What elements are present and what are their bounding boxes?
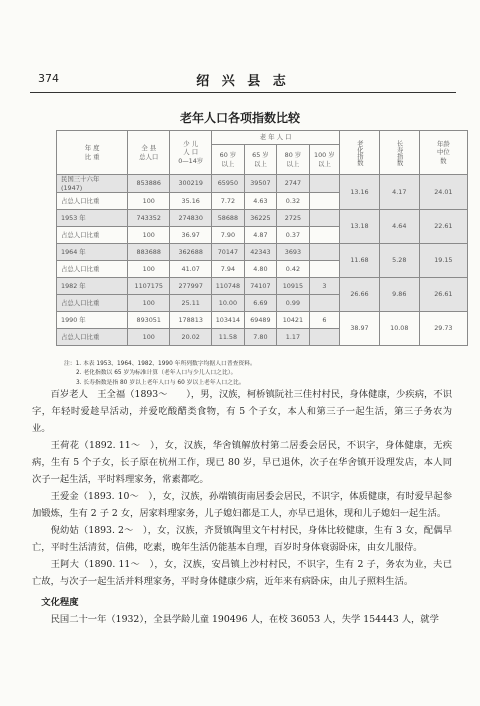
- cell-total: 853886: [128, 175, 170, 193]
- note-line: 3. 长寿指数是指 80 岁以上老年人口与 60 岁以上老年人口之比。: [76, 379, 245, 386]
- cell-total: 100: [128, 295, 170, 312]
- cell-100plus: [309, 227, 339, 244]
- cell-aging-index: 11.68: [340, 244, 380, 278]
- row-label: 民国三十六年 (1947): [57, 175, 128, 193]
- cell-total: 100: [128, 261, 170, 278]
- cell-total: 100: [128, 227, 170, 244]
- cell-total: 893051: [128, 312, 170, 329]
- cell-youth: 41.07: [170, 261, 212, 278]
- cell-60plus: 110748: [212, 278, 245, 295]
- running-title: 绍 兴 县 志: [196, 74, 290, 89]
- cell-aging-index: 13.16: [340, 175, 380, 210]
- header-total: 全 县 总人口: [128, 131, 170, 175]
- cell-65plus: 39507: [244, 175, 277, 193]
- cell-60plus: 70147: [212, 244, 245, 261]
- cell-longevity-index: 10.08: [379, 312, 419, 346]
- header-100plus: 100 岁 以上: [309, 145, 339, 175]
- cell-65plus: 36225: [244, 210, 277, 227]
- row-label: 1953 年: [57, 210, 128, 227]
- cell-youth: 20.02: [170, 329, 212, 346]
- cell-65plus: 4.80: [244, 261, 277, 278]
- body-text: [32, 386, 452, 628]
- cell-youth: 300219: [170, 175, 212, 193]
- cell-youth: 25.11: [170, 295, 212, 312]
- cell-80plus: 10421: [277, 312, 310, 329]
- table-body: [57, 175, 468, 346]
- table-title: 老年人口各项指数比较: [179, 111, 300, 125]
- cell-80plus: 0.99: [277, 295, 310, 312]
- header-median-age: 年龄 中位 数: [419, 131, 467, 175]
- cell-longevity-index: 9.86: [379, 278, 419, 312]
- cell-80plus: 0.42: [277, 261, 310, 278]
- row-label: 占总人口比重: [57, 261, 128, 278]
- cell-65plus: 74107: [244, 278, 277, 295]
- cell-total: 100: [128, 193, 170, 210]
- cell-youth: 362688: [170, 244, 212, 261]
- cell-longevity-index: 5.28: [379, 244, 419, 278]
- cell-60plus: 7.72: [212, 193, 245, 210]
- cell-youth: 178813: [170, 312, 212, 329]
- cell-100plus: 6: [309, 312, 339, 329]
- cell-80plus: 2747: [277, 175, 310, 193]
- row-label: 占总人口比重: [57, 295, 128, 312]
- cell-65plus: 42343: [244, 244, 277, 261]
- cell-65plus: 7.80: [244, 329, 277, 346]
- elderly-population-table: [56, 130, 468, 346]
- header-year: 年 度 比 重: [57, 131, 128, 175]
- cell-65plus: 6.69: [244, 295, 277, 312]
- row-label: 占总人口比重: [57, 193, 128, 210]
- paragraph: 百岁老人 王全福（1893～ ），男，汉族，柯桥镇阮社三佳村村民，身体健康，少疾病，不识字，年轻时爱趁早活动，并爱吃酸醋类食物，有 5 个子女，本人和第三子一起生活，第三子务农为业。: [32, 389, 452, 434]
- cell-total: 743352: [128, 210, 170, 227]
- cell-100plus: [309, 261, 339, 278]
- header-80plus: 80 岁 以上: [277, 145, 310, 175]
- row-label: 占总人口比重: [57, 329, 128, 346]
- cell-80plus: 2725: [277, 210, 310, 227]
- cell-60plus: 7.94: [212, 261, 245, 278]
- cell-median-age: 26.61: [419, 278, 467, 312]
- cell-80plus: 0.32: [277, 193, 310, 210]
- cell-65plus: 4.87: [244, 227, 277, 244]
- cell-aging-index: 26.66: [340, 278, 380, 312]
- header-rule: [30, 92, 456, 93]
- cell-80plus: 1.17: [277, 329, 310, 346]
- cell-youth: 35.16: [170, 193, 212, 210]
- header-aging-index: 老化指数: [340, 131, 380, 175]
- cell-65plus: 4.63: [244, 193, 277, 210]
- cell-100plus: [309, 295, 339, 312]
- cell-100plus: [309, 210, 339, 227]
- header-60plus: 60 岁 以上: [212, 145, 245, 175]
- cell-median-age: 19.15: [419, 244, 467, 278]
- cell-60plus: 11.58: [212, 329, 245, 346]
- cell-total: 1107175: [128, 278, 170, 295]
- paragraph: 民国二十一年（1932），全县学龄儿童 190496 人，在校 36053 人，失学 154443 人，就学: [50, 614, 439, 625]
- section-heading: 文化程度: [41, 597, 79, 608]
- cell-total: 883688: [128, 244, 170, 261]
- cell-youth: 274830: [170, 210, 212, 227]
- cell-60plus: 7.90: [212, 227, 245, 244]
- cell-80plus: 3693: [277, 244, 310, 261]
- note-line: 注：1. 本表 1953、1964、1982、1990 年所列数字均据人口普查资料。: [64, 361, 256, 367]
- cell-60plus: 103414: [212, 312, 245, 329]
- row-label: 1982 年: [57, 278, 128, 295]
- table-row: [57, 278, 468, 295]
- cell-80plus: 10915: [277, 278, 310, 295]
- cell-100plus: [309, 244, 339, 261]
- cell-longevity-index: 4.17: [379, 175, 419, 210]
- cell-100plus: 3: [309, 278, 339, 295]
- cell-longevity-index: 4.64: [379, 210, 419, 244]
- table-row: [57, 210, 468, 227]
- table-row: [57, 244, 468, 261]
- cell-100plus: [309, 329, 339, 346]
- header-65plus: 65 岁 以上: [244, 145, 277, 175]
- page-header: [30, 70, 456, 90]
- header-youth: 少 儿 人 口 0—14岁: [170, 131, 212, 175]
- note-line: 2. 老化指数以 65 岁为标准计算（老年人口与少儿人口之比）。: [76, 370, 237, 377]
- row-label: 1964 年: [57, 244, 128, 261]
- cell-60plus: 58688: [212, 210, 245, 227]
- table-notes: [64, 360, 454, 388]
- cell-youth: 277997: [170, 278, 212, 295]
- cell-60plus: 10.00: [212, 295, 245, 312]
- table-row: [57, 175, 468, 193]
- paragraph: 王爱金（1893. 10～ ），女，汉族，孙端镇街南居委会居民，不识字，体质健康，有时爱早起参加锻炼，生有 2 子 2 女，居家料理家务，儿子媳妇都是工人，亦早已退休，现和儿子媳妇一起生活。: [32, 491, 452, 519]
- page-number: 374: [38, 72, 59, 85]
- cell-total: 100: [128, 329, 170, 346]
- cell-80plus: 0.37: [277, 227, 310, 244]
- cell-youth: 36.97: [170, 227, 212, 244]
- cell-60plus: 65950: [212, 175, 245, 193]
- cell-100plus: [309, 193, 339, 210]
- row-label: 占总人口比重: [57, 227, 128, 244]
- cell-median-age: 24.01: [419, 175, 467, 210]
- cell-65plus: 69489: [244, 312, 277, 329]
- cell-100plus: [309, 175, 339, 193]
- paragraph: 倪幼姑（1893. 2～ ），女，汉族，齐贤镇陶里文午村村民，身体比较健康，生有 3 女，配偶早亡，平时生活清贫，信佛，吃素，晚年生活仍能基本自理，百岁时身体衰弱卧床，由女儿服侍。: [32, 525, 452, 553]
- row-label: 1990 年: [57, 312, 128, 329]
- cell-aging-index: 13.18: [340, 210, 380, 244]
- paragraph: 王阿大（1890. 11～ ），女，汉族，安昌镇上沙村村民，不识字，生有 2 子，务农为业，夫已亡故，与次子一起生活并料理家务，平时身体健康少病，近年来有病卧床，由儿子照料生活。: [32, 559, 452, 587]
- cell-aging-index: 38.97: [340, 312, 380, 346]
- header-longevity-index: 长寿指数: [379, 131, 419, 175]
- table-row: [57, 312, 468, 329]
- header-elderly: 老 年 人 口: [212, 131, 340, 145]
- cell-median-age: 29.73: [419, 312, 467, 346]
- cell-median-age: 22.61: [419, 210, 467, 244]
- paragraph: 王荷花（1892. 11～ ），女，汉族，华舍镇解放村第二居委会居民，不识字，身体健康，无疾病，生有 5 个子女，长子原在杭州工作，现已 80 岁，早已退休，次子在华舍镇开设理发店，本人同次子一起生活，平时料理家务，常素都吃。: [32, 440, 452, 485]
